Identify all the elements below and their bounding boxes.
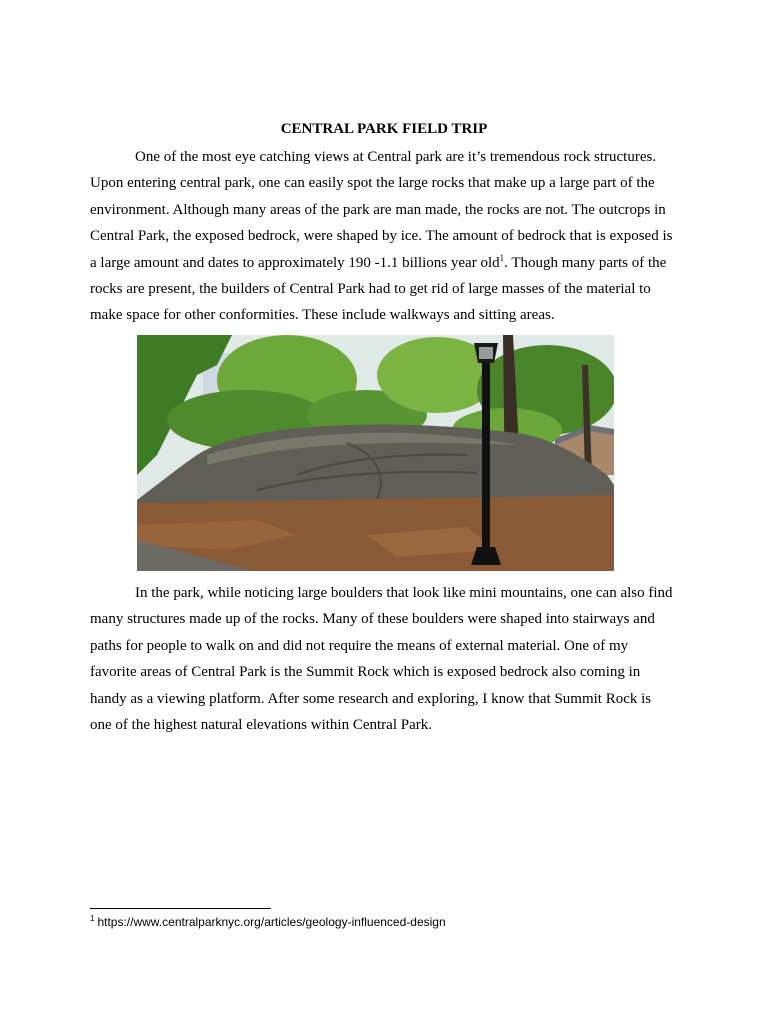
paragraph-2-line: one of the highest natural elevations within Central Park. <box>90 717 432 734</box>
footnote-link[interactable]: https://www.centralparknyc.org/articles/geology-influenced-design <box>97 915 446 929</box>
paragraph-1-line: One of the most eye catching views at Central park are it’s tremendous rock structures. <box>135 149 657 165</box>
footnote-reference[interactable]: 1 <box>499 252 505 263</box>
lamppost-pole <box>482 363 490 553</box>
footnote <box>90 914 446 930</box>
paragraph-2-line: In the park, while noticing large boulders that look like mini mountains, one can also find <box>135 585 673 601</box>
lamppost-glass <box>479 347 493 359</box>
photo-illustration <box>137 335 614 571</box>
document-title: CENTRAL PARK FIELD TRIP <box>280 121 488 137</box>
central-park-rock-photo <box>137 335 614 571</box>
paragraph-1 <box>90 144 680 329</box>
paragraph-1-line: environment. Although many areas of the park are man made, the rocks are not. The outcrops in <box>90 201 666 218</box>
paragraph-1-line: Upon entering central park, one can easily spot the large rocks that make up a large part of the <box>90 175 655 192</box>
footnote-separator <box>90 908 271 909</box>
paragraph-2-line: many structures made up of the rocks. Many of these boulders were shaped into stairways and <box>90 611 655 628</box>
paragraph-2-line: paths for people to walk on and did not require the means of external material. One of my <box>90 637 629 654</box>
paragraph-1-line: a large amount and dates to approximately 190 -1.1 billions year old$^1$. Though many parts of the <box>90 252 667 271</box>
paragraph-1-line: make space for other conformities. These include walkways and sitting areas. <box>90 307 555 324</box>
paragraph-2-line: favorite areas of Central Park is the Summit Rock which is exposed bedrock also coming in <box>90 664 641 681</box>
paragraph-1-line: rocks are present, the builders of Central Park had to get rid of large masses of the material to <box>90 281 651 298</box>
footnote-number: 1 <box>90 914 95 923</box>
paragraph-2 <box>90 580 680 738</box>
paragraph-1-line: Central Park, the exposed bedrock, were shaped by ice. The amount of bedrock that is exposed is <box>90 228 673 245</box>
paragraph-2-line: handy as a viewing platform. After some research and exploring, I know that Summit Rock is <box>90 690 652 707</box>
